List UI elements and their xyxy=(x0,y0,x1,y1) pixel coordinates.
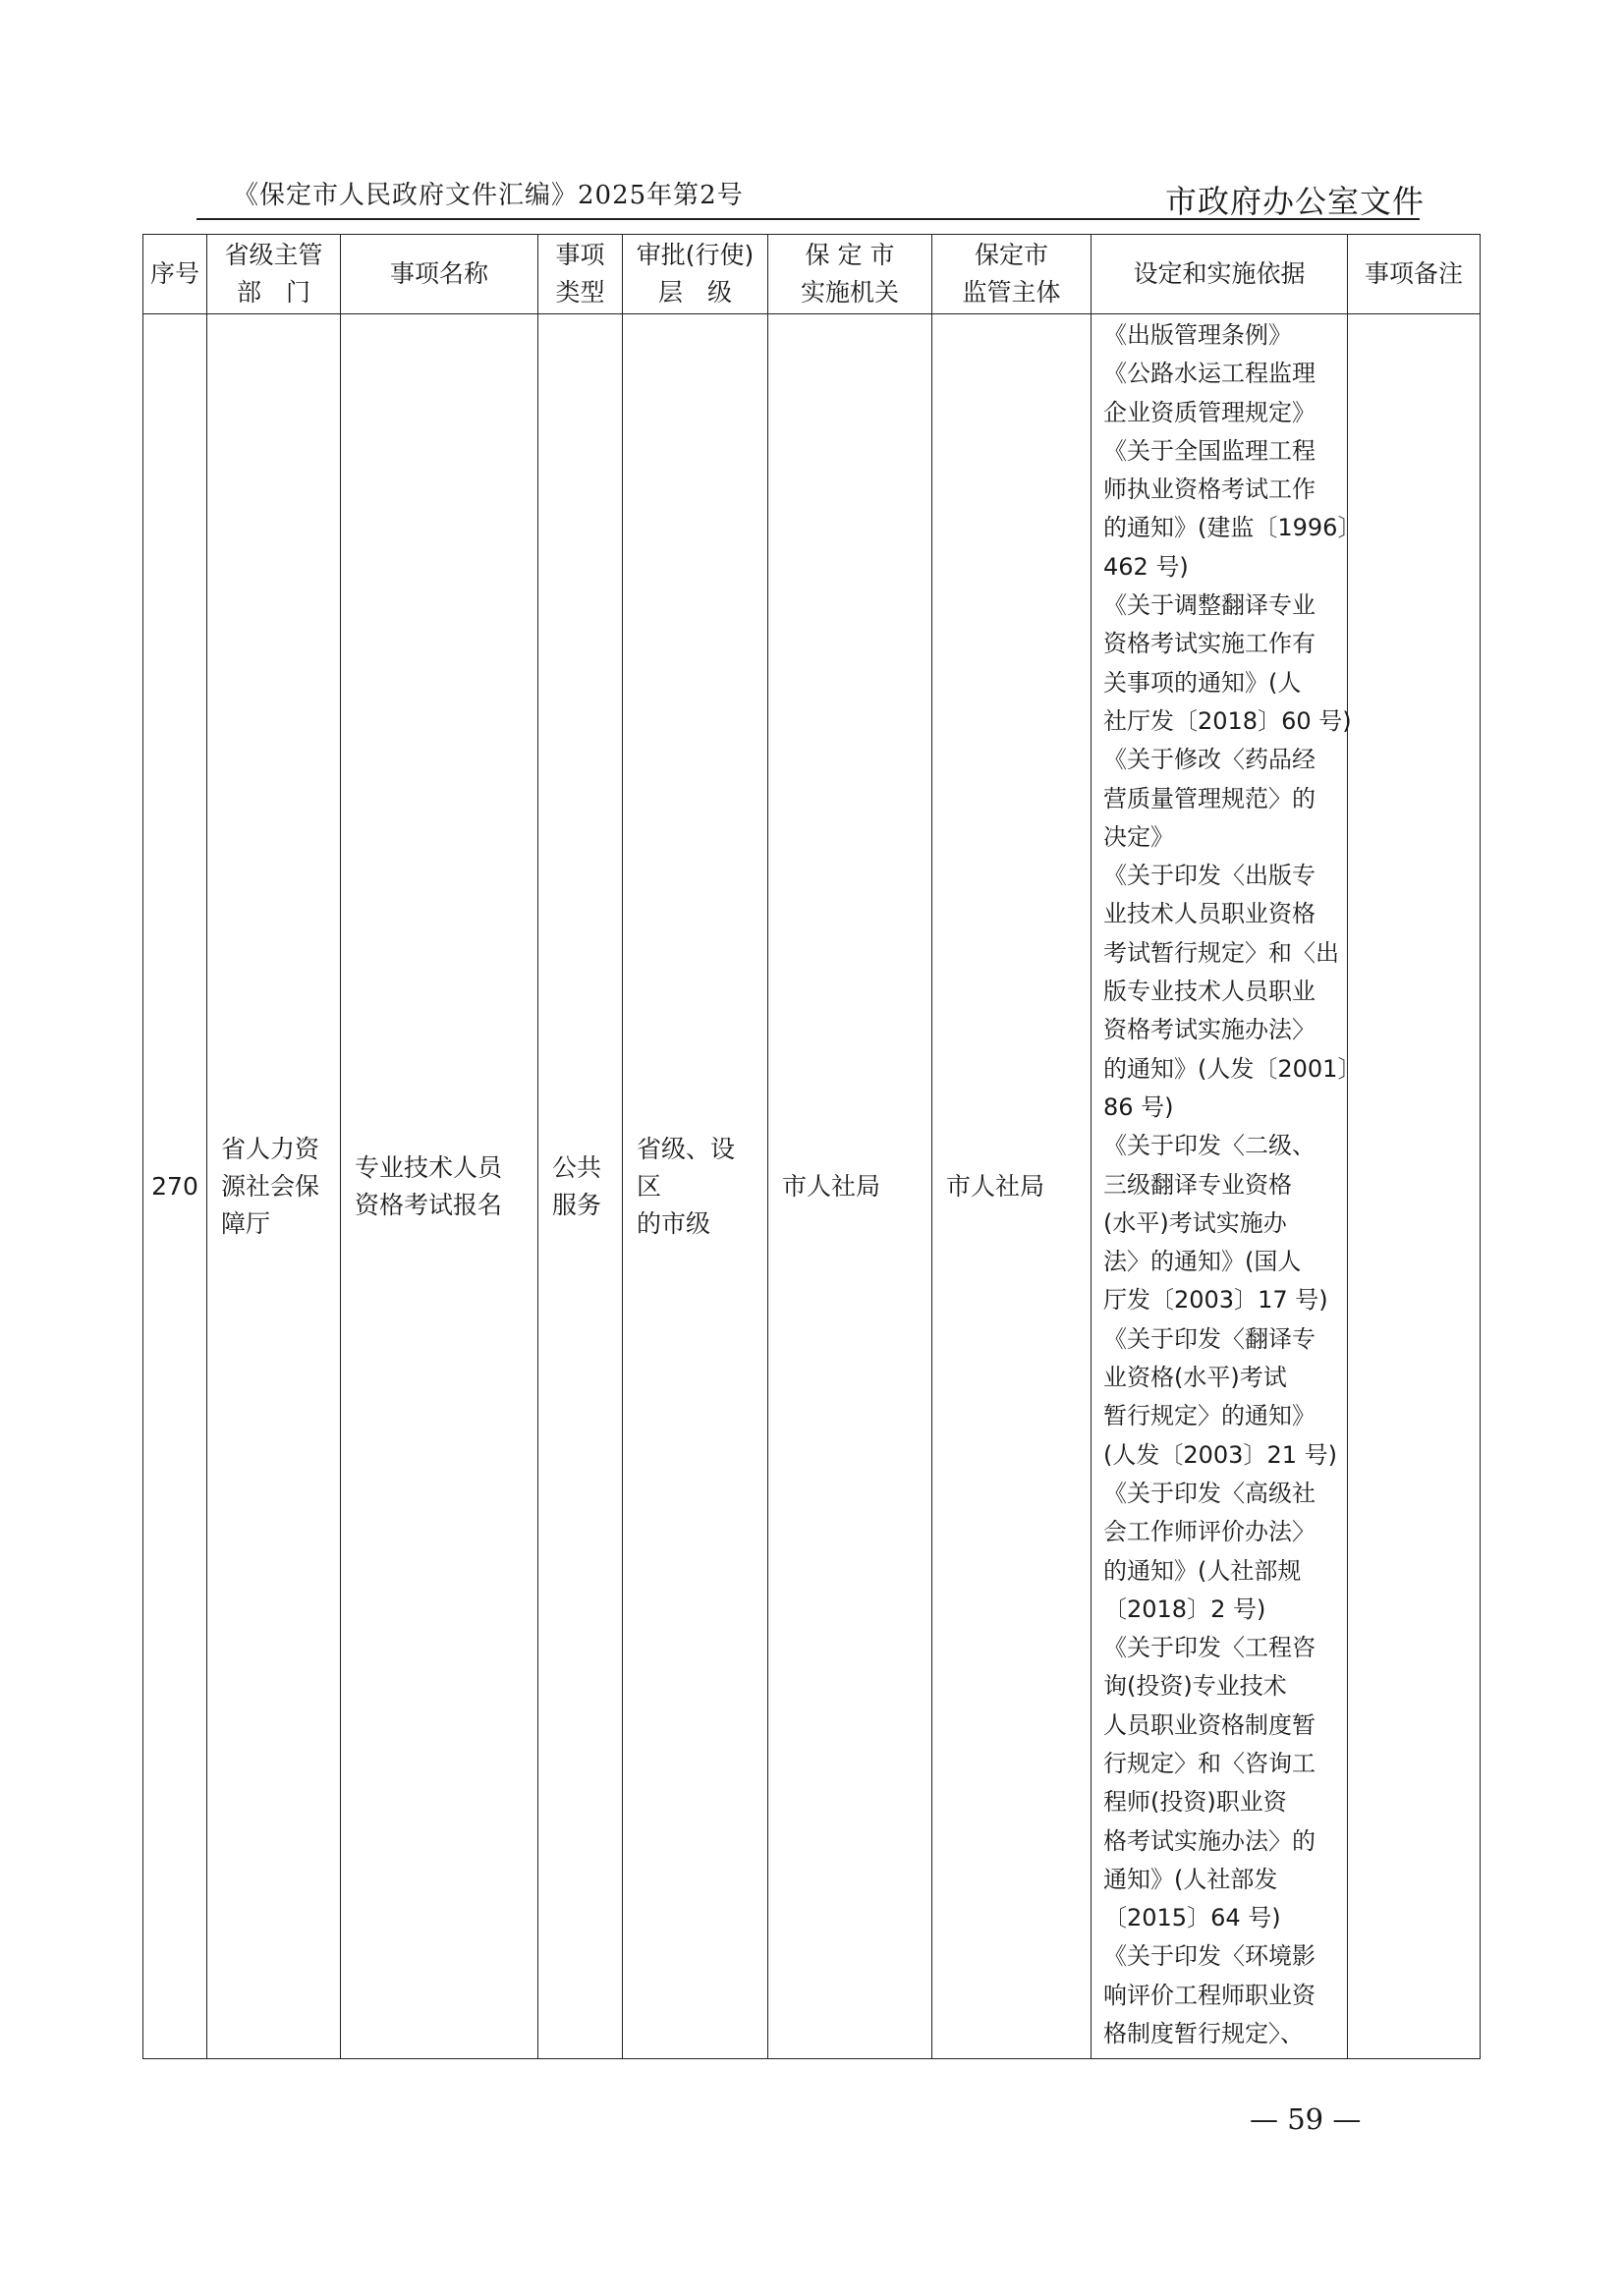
header-supervisor-line-2: 监管主体 xyxy=(962,278,1061,307)
basis-line: 的通知》(人发〔2001〕 xyxy=(1103,1054,1362,1083)
cell-dept-line: 省人力资 xyxy=(221,1134,320,1163)
header-seq: 序号 xyxy=(143,235,207,314)
header-agency-line-1: 保 定 市 xyxy=(805,241,895,269)
basis-line: 《关于全国监理工程 xyxy=(1103,436,1316,465)
basis-line: 格制度暂行规定〉、 xyxy=(1103,2020,1304,2048)
basis-line: 业技术人员职业资格 xyxy=(1103,900,1316,928)
cell-type-line: 服务 xyxy=(552,1190,602,1219)
cell-name-line: 资格考试报名 xyxy=(355,1190,503,1219)
header-remark: 事项备注 xyxy=(1348,235,1481,314)
header-level xyxy=(623,235,768,314)
cell-type-line: 公共 xyxy=(552,1152,602,1182)
header-supervisor xyxy=(932,235,1092,314)
collection-title: 《保定市人民政府文件汇编》2025年第2号 xyxy=(233,181,744,210)
cell-dept-line: 源社会保 xyxy=(221,1171,320,1201)
basis-line: 版专业技术人员职业 xyxy=(1103,978,1316,1006)
basis-line: (水平)考试实施办 xyxy=(1103,1208,1287,1237)
basis-line: 86 号) xyxy=(1103,1092,1174,1121)
header-agency xyxy=(768,235,932,314)
basis-line: 程师(投资)职业资 xyxy=(1103,1788,1287,1817)
header-dept-line-1: 省级主管 xyxy=(224,241,323,269)
basis-line: 格考试实施办法〉的 xyxy=(1103,1826,1316,1855)
basis-line: 《出版管理条例》 xyxy=(1103,321,1292,349)
basis-line: 〔2015〕64 号) xyxy=(1103,1904,1281,1932)
section-label: 市政府办公室文件 xyxy=(1165,183,1426,220)
header-level-line-1: 审批(行使) xyxy=(636,241,755,269)
cell-name-line: 专业技术人员 xyxy=(355,1152,503,1182)
basis-line: 《关于印发〈环境影 xyxy=(1103,1942,1316,1971)
basis-line: (人发〔2003〕21 号) xyxy=(1103,1440,1337,1469)
basis-line: 《关于印发〈工程咨 xyxy=(1103,1634,1316,1662)
basis-line: 营质量管理规范〉的 xyxy=(1103,784,1316,812)
basis-line: 《关于调整翻译专业 xyxy=(1103,591,1316,620)
basis-line: 决定》 xyxy=(1103,822,1174,851)
cell-supervisor: 市人社局 xyxy=(932,314,1092,2059)
basis-line: 《关于印发〈高级社 xyxy=(1103,1479,1316,1507)
basis-line: 考试暂行规定〉和〈出 xyxy=(1103,938,1339,967)
basis-line: 资格考试实施办法〉 xyxy=(1103,1016,1316,1044)
basis-line: 《关于印发〈出版专 xyxy=(1103,862,1316,890)
basis-line: 通知》(人社部发 xyxy=(1103,1865,1278,1893)
basis-line: 业资格(水平)考试 xyxy=(1103,1364,1287,1392)
cell-dept xyxy=(207,314,341,2059)
header-type-line-2: 类型 xyxy=(555,278,605,307)
basis-line: 的通知》(建监〔1996〕 xyxy=(1103,514,1362,542)
cell-type xyxy=(538,314,623,2059)
basis-line: 行规定〉和〈咨询工 xyxy=(1103,1749,1316,1777)
cell-seq: 270 xyxy=(143,314,207,2059)
header-dept-line-2: 部 门 xyxy=(236,278,310,307)
cell-basis xyxy=(1092,314,1362,2059)
table-row xyxy=(143,314,1481,2059)
basis-line: 三级翻译专业资格 xyxy=(1103,1170,1292,1199)
cell-agency: 市人社局 xyxy=(768,314,932,2059)
basis-line: 会工作师评价办法〉 xyxy=(1103,1518,1316,1546)
cell-remark xyxy=(1348,314,1481,2059)
basis-line: 暂行规定〉的通知》 xyxy=(1103,1402,1316,1430)
basis-line: 〔2018〕2 号) xyxy=(1103,1595,1266,1623)
basis-line: 关事项的通知》(人 xyxy=(1103,668,1302,697)
table-header-row xyxy=(143,235,1481,314)
basis-line: 师执业资格考试工作 xyxy=(1103,476,1316,504)
basis-line: 资格考试实施工作有 xyxy=(1103,630,1316,658)
cell-dept-line: 障厅 xyxy=(221,1208,271,1238)
basis-line: 社厅发〔2018〕60 号) xyxy=(1103,706,1352,735)
header-divider xyxy=(196,218,1420,220)
basis-line: 询(投资)专业技术 xyxy=(1103,1672,1287,1701)
header-supervisor-line-1: 保定市 xyxy=(974,241,1048,269)
basis-line: 《关于修改〈药品经 xyxy=(1103,746,1316,774)
basis-line: 人员职业资格制度暂 xyxy=(1103,1710,1316,1739)
basis-line: 企业资质管理规定》 xyxy=(1103,398,1316,426)
basis-line: 《关于印发〈二级、 xyxy=(1103,1132,1316,1160)
page-number: — 59 — xyxy=(1250,2102,1362,2136)
basis-line: 响评价工程师职业资 xyxy=(1103,1981,1316,2009)
header-basis: 设定和实施依据 xyxy=(1092,235,1348,314)
basis-line: 法〉的通知》(国人 xyxy=(1103,1248,1302,1276)
basis-line: 《关于印发〈翻译专 xyxy=(1103,1324,1316,1353)
header-dept xyxy=(207,235,341,314)
basis-line: 厅发〔2003〕17 号) xyxy=(1103,1286,1328,1315)
header-name: 事项名称 xyxy=(341,235,538,314)
basis-line: 的通知》(人社部规 xyxy=(1103,1556,1302,1585)
header-agency-line-2: 实施机关 xyxy=(800,278,899,307)
header-level-line-2: 层 级 xyxy=(657,278,732,307)
header-type-line-1: 事项 xyxy=(555,241,605,269)
basis-line: 《公路水运工程监理 xyxy=(1103,360,1316,388)
cell-level-line: 省级、设区 xyxy=(637,1134,736,1201)
header-type xyxy=(538,235,623,314)
cell-name xyxy=(341,314,538,2059)
cell-level xyxy=(623,314,768,2059)
cell-level-line: 的市级 xyxy=(637,1208,711,1238)
items-table xyxy=(142,234,1481,2059)
basis-line: 462 号) xyxy=(1103,552,1189,581)
